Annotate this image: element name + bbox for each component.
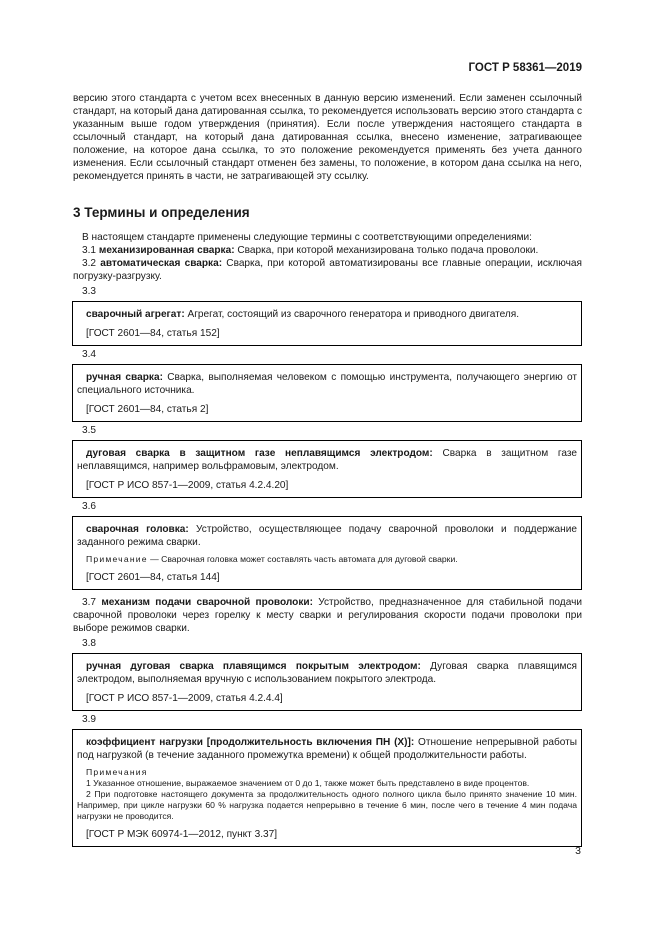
- term-box-3-8: ручная дуговая сварка плавящимся покрытым электродом: Дуговая сварка плавящимся электродом, выполняемая вручную с использованием покрытого электрода. [ГОСТ Р ИСО 857-1—2009, статья 4.2.4.4]: [72, 653, 582, 711]
- term-number: 3.4: [82, 349, 97, 360]
- term-source: [ГОСТ 2601—84, статья 2]: [86, 404, 209, 415]
- page-number: 3: [575, 845, 581, 857]
- term-3-1: 3.1 механизированная сварка: Сварка, при которой механизирована только подача проволоки.: [82, 245, 539, 256]
- term-box-3-4: ручная сварка: Сварка, выполняемая человеком с помощью инструмента, получающего энергию от специального источника. [ГОСТ 2601—84, статья 2]: [72, 364, 582, 422]
- term-number: 3.8: [82, 638, 97, 649]
- term-note: Примечание — Сварочная головка может составлять часть автомата для дуговой сварки.: [86, 554, 458, 564]
- section-title: 3 Термины и определения: [73, 205, 250, 220]
- intro-paragraph: версию этого стандарта с учетом всех внесенных в данную версию изменений. Если заменен ссылочный стандарт, на который дана датированная ссылка, то рекомендуется использовать версию этого стандарта с указанным выше годом утверждения (принятия). Если после утверждения настоящего стандарта в ссылочный стандарт, на который дана датированная ссылка, внесено изменение, затрагивающее положение, на которое дана ссылка, то это положение рекомендуется применять без учета данного изменения. Если ссылочный стандарт отменен без замены, то положение, в котором дана ссылка на него, рекомендуется принять в части, не затрагивающей эту ссылку.: [73, 93, 582, 182]
- term-source: [ГОСТ Р МЭК 60974-1—2012, пункт 3.37]: [86, 829, 278, 840]
- term-source: [ГОСТ 2601—84, статья 152]: [86, 328, 220, 339]
- notes-label: Примечания: [86, 767, 148, 777]
- term-3-2: 3.2 автоматическая сварка: Сварка, при которой автоматизированы все главные операции, исключая погрузку-разгрузку.: [73, 258, 582, 282]
- term-number: 3.5: [82, 425, 97, 436]
- note-1: 1 Указанное отношение, выражаемое значением от 0 до 1, также может быть представлено в виде процентов.: [86, 778, 530, 788]
- section-lead: В настоящем стандарте применены следующие термины с соответствующими определениями:: [82, 232, 532, 243]
- term-number: 3.9: [82, 714, 97, 725]
- note-2: 2 При подготовке настоящего документа за продолжительность одного полного цикла было принято значение 10 мин. Например, при цикле нагрузки 60 % нагрузка подается непрерывно в течение 6 мин, после чего в течение 4 мин подача нагрузки не проводится.: [77, 789, 577, 821]
- term-box-3-3: сварочный агрегат: Агрегат, состоящий из сварочного генератора и приводного двигателя. [ГОСТ 2601—84, статья 152]: [72, 301, 582, 346]
- standard-code-header: ГОСТ Р 58361—2019: [468, 62, 582, 74]
- term-source: [ГОСТ 2601—84, статья 144]: [86, 572, 220, 583]
- term-source: [ГОСТ Р ИСО 857-1—2009, статья 4.2.4.4]: [86, 693, 283, 704]
- term-3-7: 3.7 механизм подачи сварочной проволоки: Устройство, предназначенное для стабильной подачи сварочной проволоки через горелку к месту сварки и регулирования скорости подачи проволоки при выборе режимов сварки.: [73, 597, 582, 634]
- term-source: [ГОСТ Р ИСО 857-1—2009, статья 4.2.4.20]: [86, 480, 289, 491]
- term-box-3-9: коэффициент нагрузки [продолжительность включения ПН (X)]: Отношение непрерывной работы под нагрузкой (в течение заданного промежутка времени) к общей продолжительности работы. Примечания 1 Указанное отношение, выражаемое значением от 0 до 1, также может быть представлено в виде процентов. 2 При подготовке настоящего документа за продолжительность одного полного цикла было принято значение 10 мин. Например, при цикле нагрузки 60 % нагрузка подается непрерывно в течение 6 мин, после чего в течение 4 мин подача нагрузки не проводится. [ГОСТ Р МЭК 60974-1—2012, пункт 3.37]: [72, 729, 582, 847]
- term-box-3-5: дуговая сварка в защитном газе неплавящимся электродом: Сварка в защитном газе неплавящимся, например вольфрамовым, электродом. [ГОСТ Р ИСО 857-1—2009, статья 4.2.4.20]: [72, 440, 582, 498]
- page-body: [73, 92, 582, 847]
- term-box-3-6: сварочная головка: Устройство, осуществляющее подачу сварочной проволоки и поддержание заданного режима сварки. Примечание — Сварочная головка может составлять часть автомата для дуговой сварки. [ГОСТ 2601—84, статья 144]: [72, 516, 582, 590]
- term-number: 3.6: [82, 501, 97, 512]
- term-number: 3.3: [82, 286, 97, 297]
